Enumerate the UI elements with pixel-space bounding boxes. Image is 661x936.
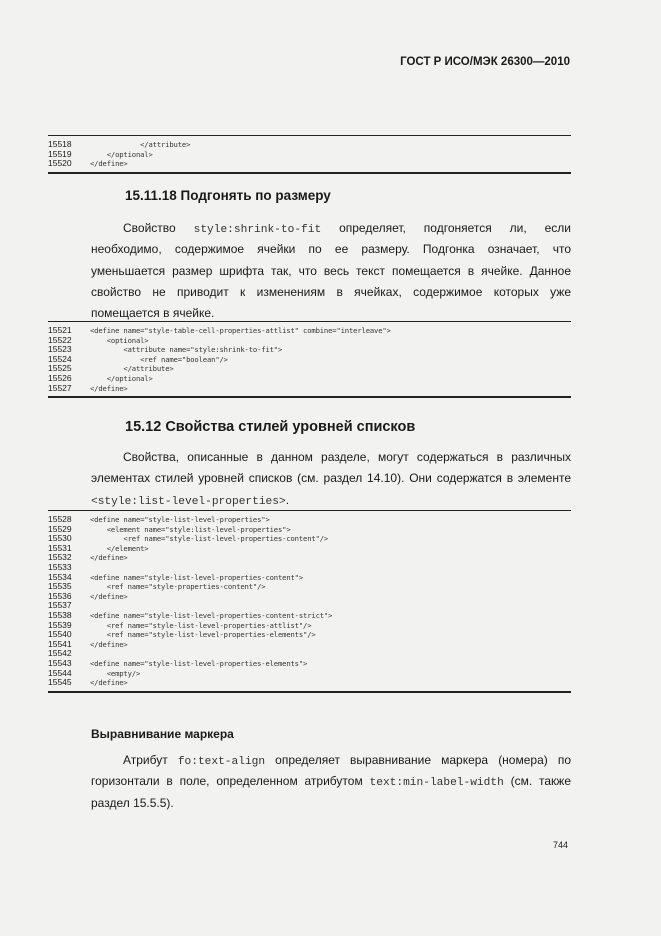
- code-line: [48, 563, 571, 573]
- code-line: [48, 544, 571, 554]
- line-number: 15543: [48, 657, 72, 668]
- line-number: 15540: [48, 629, 72, 640]
- code-text: <ref name="style-list-level-properties-content"/>: [90, 534, 329, 544]
- code-line: [48, 345, 571, 355]
- line-number: 15537: [48, 600, 72, 611]
- text-line: [91, 771, 571, 792]
- code-line: [48, 611, 571, 621]
- line-number: 15535: [48, 581, 72, 592]
- paragraph-marker-alignment: [91, 750, 571, 814]
- line-number: 15534: [48, 571, 72, 582]
- code-line: [48, 592, 571, 602]
- text-line: элементах стилей уровней списков (см. раздел 14.10). Они содержатся в элементе: [91, 471, 571, 486]
- code-text: <ref name="style-list-level-properties-attlist"/>: [90, 620, 312, 630]
- line-number: 15530: [48, 533, 72, 544]
- line-number: 15519: [48, 148, 72, 159]
- code-text: </element>: [90, 543, 149, 553]
- code-line: [48, 336, 571, 346]
- text-line: свойство не приводит к изменениям в ячейках, содержимое которых уже: [91, 284, 571, 299]
- code-run: style:shrink-to-fit: [193, 224, 322, 236]
- line-number: 15533: [48, 561, 72, 572]
- code-line: [48, 601, 571, 611]
- paragraph-shrink-to-fit: [91, 218, 571, 324]
- section-heading-15-12: 15.12 Свойства стилей уровней списков: [125, 419, 416, 435]
- code-line: [48, 553, 571, 563]
- code-text: <attribute name="style:shrink-to-fit">: [90, 345, 283, 355]
- line-number: 15525: [48, 363, 72, 374]
- text-line: помещается в ячейке.: [91, 306, 215, 321]
- line-number: 15536: [48, 590, 72, 601]
- paragraph-list-level-properties: [91, 447, 571, 511]
- code-line: [48, 140, 571, 150]
- code-text: </define>: [90, 678, 128, 688]
- text-line: раздел 15.5.5).: [91, 795, 174, 810]
- code-line: [48, 669, 571, 679]
- code-run: text:min-label-width: [369, 777, 504, 790]
- line-number: 15531: [48, 542, 72, 553]
- code-line: [48, 525, 571, 535]
- subheading-marker-alignment: Выравнивание маркера: [91, 727, 234, 741]
- code-line: [48, 355, 571, 365]
- code-text: <empty/>: [90, 668, 141, 678]
- code-line: [48, 534, 571, 544]
- line-number: 15544: [48, 667, 72, 678]
- code-text: </define>: [90, 383, 128, 393]
- line-number: 15526: [48, 372, 72, 383]
- line-number: 15538: [48, 609, 72, 620]
- code-text: <ref name="boolean"/>: [90, 354, 228, 364]
- text-line: [91, 218, 571, 239]
- code-text: </define>: [90, 639, 128, 649]
- code-text: <optional>: [90, 335, 149, 345]
- line-number: 15521: [48, 325, 72, 335]
- code-text: <ref name="style-list-level-properties-elements"/>: [90, 630, 316, 640]
- code-text: <element name="style:list-level-properties">: [90, 524, 291, 534]
- code-line: [48, 630, 571, 640]
- line-number: 15539: [48, 619, 72, 630]
- rule-bottom: [48, 396, 571, 398]
- line-number: 15518: [48, 139, 72, 149]
- line-number: 15523: [48, 344, 72, 355]
- code-text: <define name="style-list-level-properties-content">: [90, 572, 304, 582]
- text-line: [91, 750, 571, 771]
- text-run: Свойство: [123, 221, 194, 235]
- code-text: </attribute>: [90, 364, 174, 374]
- rule-bottom: [48, 691, 571, 693]
- code-text: </optional>: [90, 149, 153, 159]
- code-text: <ref name="style-properties-content"/>: [90, 582, 266, 592]
- code-block: [48, 510, 571, 693]
- code-run: fo:text-align: [177, 756, 266, 768]
- text-run: определяет, подгоняется ли, если: [321, 221, 571, 235]
- code-text: <define name="style-table-cell-properties-attlist" combine="interleave">: [90, 326, 391, 335]
- code-block: [48, 135, 571, 174]
- line-number: 15529: [48, 523, 72, 534]
- code-line: [48, 515, 571, 525]
- line-number: 15528: [48, 514, 72, 524]
- line-number: 15522: [48, 334, 72, 345]
- line-number: 15541: [48, 638, 72, 649]
- code-line: [48, 621, 571, 631]
- section-heading-15-11-18: 15.11.18 Подгонять по размеру: [125, 188, 331, 203]
- code-line: [48, 384, 571, 394]
- code-text: </define>: [90, 553, 128, 563]
- text-run: горизонтали в поле, определенном атрибутом: [91, 774, 370, 789]
- code-line: [48, 573, 571, 583]
- rule-bottom: [48, 172, 571, 174]
- text-line: Свойства, описанные в данном разделе, могут содержаться в различных: [123, 450, 571, 464]
- code-line: [48, 649, 571, 659]
- code-text: </define>: [90, 159, 128, 169]
- line-number: 15527: [48, 382, 72, 393]
- code-text: </attribute>: [90, 140, 191, 149]
- code-line: [48, 582, 571, 592]
- code-run: <style:list-level-properties>: [91, 495, 286, 508]
- code-line: [48, 640, 571, 650]
- text-run: (см. также: [503, 774, 571, 789]
- document-header: ГОСТ Р ИСО/МЭК 26300—2010: [400, 56, 570, 68]
- line-number: 15520: [48, 158, 72, 169]
- code-text: </optional>: [90, 373, 153, 383]
- text-run: .: [285, 492, 290, 507]
- code-line: [48, 678, 571, 688]
- code-block: [48, 321, 571, 398]
- line-number: 15545: [48, 677, 72, 688]
- line-number: 15542: [48, 648, 72, 659]
- line-number: 15532: [48, 552, 72, 563]
- line-number: 15524: [48, 353, 72, 364]
- text-run: Атрибут: [123, 753, 178, 767]
- code-line: [48, 150, 571, 160]
- code-text: <define name="style-list-level-properties">: [90, 515, 270, 524]
- code-text: <define name="style-list-level-properties-content-strict">: [90, 610, 333, 620]
- code-line: [48, 326, 571, 336]
- text-run: определяет выравнивание маркера (номера) по: [265, 753, 572, 767]
- code-text: <define name="style-list-level-properties-elements">: [90, 658, 308, 668]
- text-line: [91, 490, 571, 511]
- code-line: [48, 159, 571, 169]
- code-line: [48, 364, 571, 374]
- code-line: [48, 659, 571, 669]
- text-line: необходимо, содержимое ячейки по ее размеру. Подгонка означает, что: [91, 242, 571, 257]
- code-text: </define>: [90, 591, 128, 601]
- code-line: [48, 374, 571, 384]
- text-line: уменьшается размер шрифта так, что весь текст помещается в ячейке. Данное: [91, 263, 571, 278]
- page-number: 744: [552, 840, 568, 850]
